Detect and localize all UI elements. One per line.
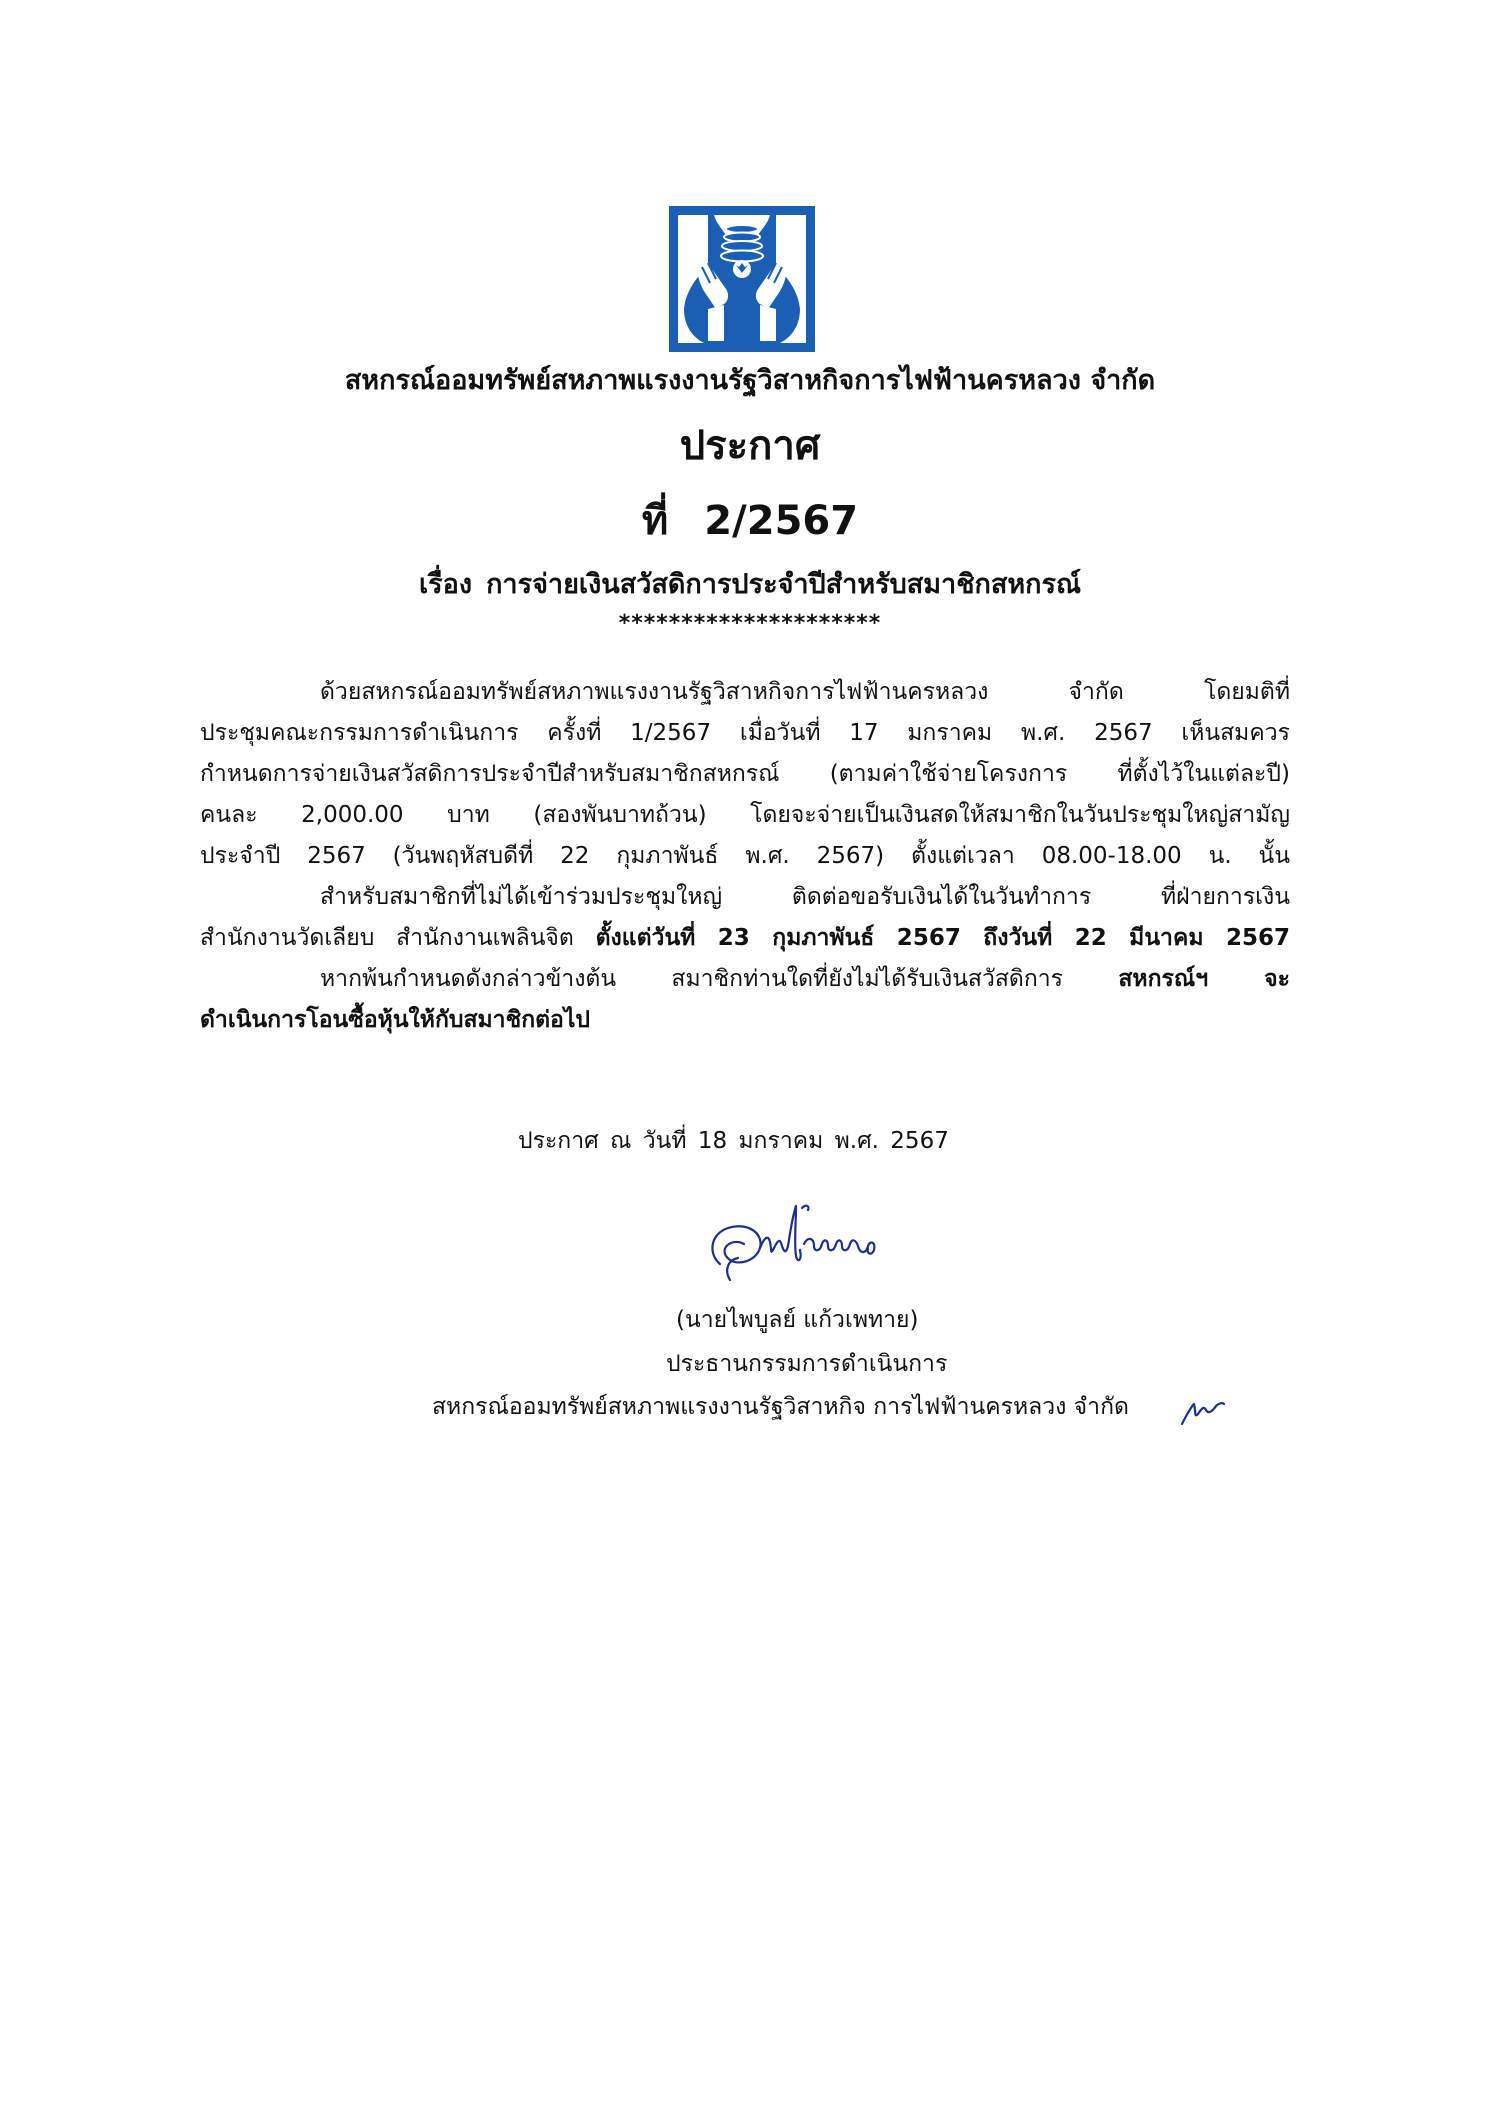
paragraph-2-text: สำนักงานวัดเลียบ สำนักงานเพลินจิต	[200, 925, 596, 951]
number-prefix: ที่	[641, 498, 669, 544]
paragraph-3-line: ดำเนินการโอนซื้อหุ้นให้กับสมาชิกต่อไป	[200, 1007, 591, 1033]
paragraph-2-line: สำหรับสมาชิกที่ไม่ได้เข้าร่วมประชุมใหญ่ ติดต่อขอรับเงินได้ในวันทำการ ที่ฝ่ายการเงิน	[320, 884, 1290, 910]
subject-text: การจ่ายเงินสวัสดิการประจำปีสำหรับสมาชิกสหกรณ์	[486, 569, 1082, 600]
announcement-subject	[0, 562, 1500, 605]
payment-period-text: ตั้งแต่วันที่ 23 กุมภาพันธ์ 2567 ถึงวันที่ 22 มีนาคม 2567	[595, 925, 1290, 951]
signer-name: (นายไพบูลย์ แก้วเพทาย)	[676, 1307, 919, 1333]
paragraph-1-line: กำหนดการจ่ายเงินสวัสดิการประจำปีสำหรับสมาชิกสหกรณ์ (ตามค่าใช้จ่ายโครงการ ที่ตั้งไว้ในแต่ละปี)	[200, 761, 1290, 787]
announcement-number	[0, 488, 1500, 552]
paragraph-3-bold-text: สหกรณ์ฯ จะ	[1118, 966, 1290, 992]
organization-title: สหกรณ์ออมทรัพย์สหภาพแรงงานรัฐวิสาหกิจการไฟฟ้านครหลวง จำกัด	[344, 365, 1156, 396]
paragraph-1-line: ประชุมคณะกรรมการดำเนินการ ครั้งที่ 1/2567 เมื่อวันที่ 17 มกราคม พ.ศ. 2567 เห็นสมควร	[200, 720, 1290, 746]
announcement-heading: ประกาศ	[679, 423, 821, 469]
paragraph-3-line	[200, 959, 1290, 1000]
paragraph-1-line: คนละ 2,000.00 บาท (สองพันบาทถ้วน) โดยจะจ่ายเป็นเงินสดให้สมาชิกในวันประชุมใหญ่สามัญ	[200, 802, 1290, 828]
paragraph-3-text: หากพ้นกำหนดดังกล่าวข้างต้น สมาชิกท่านใดที่ยังไม่ได้รับเงินสวัสดิการ	[320, 966, 1119, 992]
paragraph-2	[200, 877, 1290, 959]
signer-position: ประธานกรรมการดำเนินการ	[666, 1351, 948, 1377]
paragraph-1	[200, 672, 1290, 877]
cooperative-logo-icon	[668, 205, 816, 353]
paragraph-2-line	[200, 918, 1290, 959]
handwritten-signature-icon	[690, 1194, 900, 1294]
paragraph-1-line: ด้วยสหกรณ์ออมทรัพย์สหภาพแรงงานรัฐวิสาหกิจการไฟฟ้านครหลวง จำกัด โดยมติที่	[320, 679, 1290, 705]
paragraph-1-line: ประจำปี 2567 (วันพฤหัสบดีที่ 22 กุมภาพันธ์ พ.ศ. 2567) ตั้งแต่เวลา 08.00-18.00 น. นั้น	[200, 843, 1290, 869]
signer-organization: สหกรณ์ออมทรัพย์สหภาพแรงงานรัฐวิสาหกิจ การไฟฟ้านครหลวง จำกัด	[432, 1394, 1129, 1420]
issued-date: ประกาศ ณ วันที่ 18 มกราคม พ.ศ. 2567	[518, 1128, 949, 1154]
paragraph-3	[200, 959, 1290, 1041]
separator-line: *********************	[618, 611, 882, 636]
initials-mark-icon	[1178, 1388, 1228, 1428]
subject-prefix: เรื่อง	[418, 569, 473, 600]
number-value: 2/2567	[704, 498, 859, 544]
